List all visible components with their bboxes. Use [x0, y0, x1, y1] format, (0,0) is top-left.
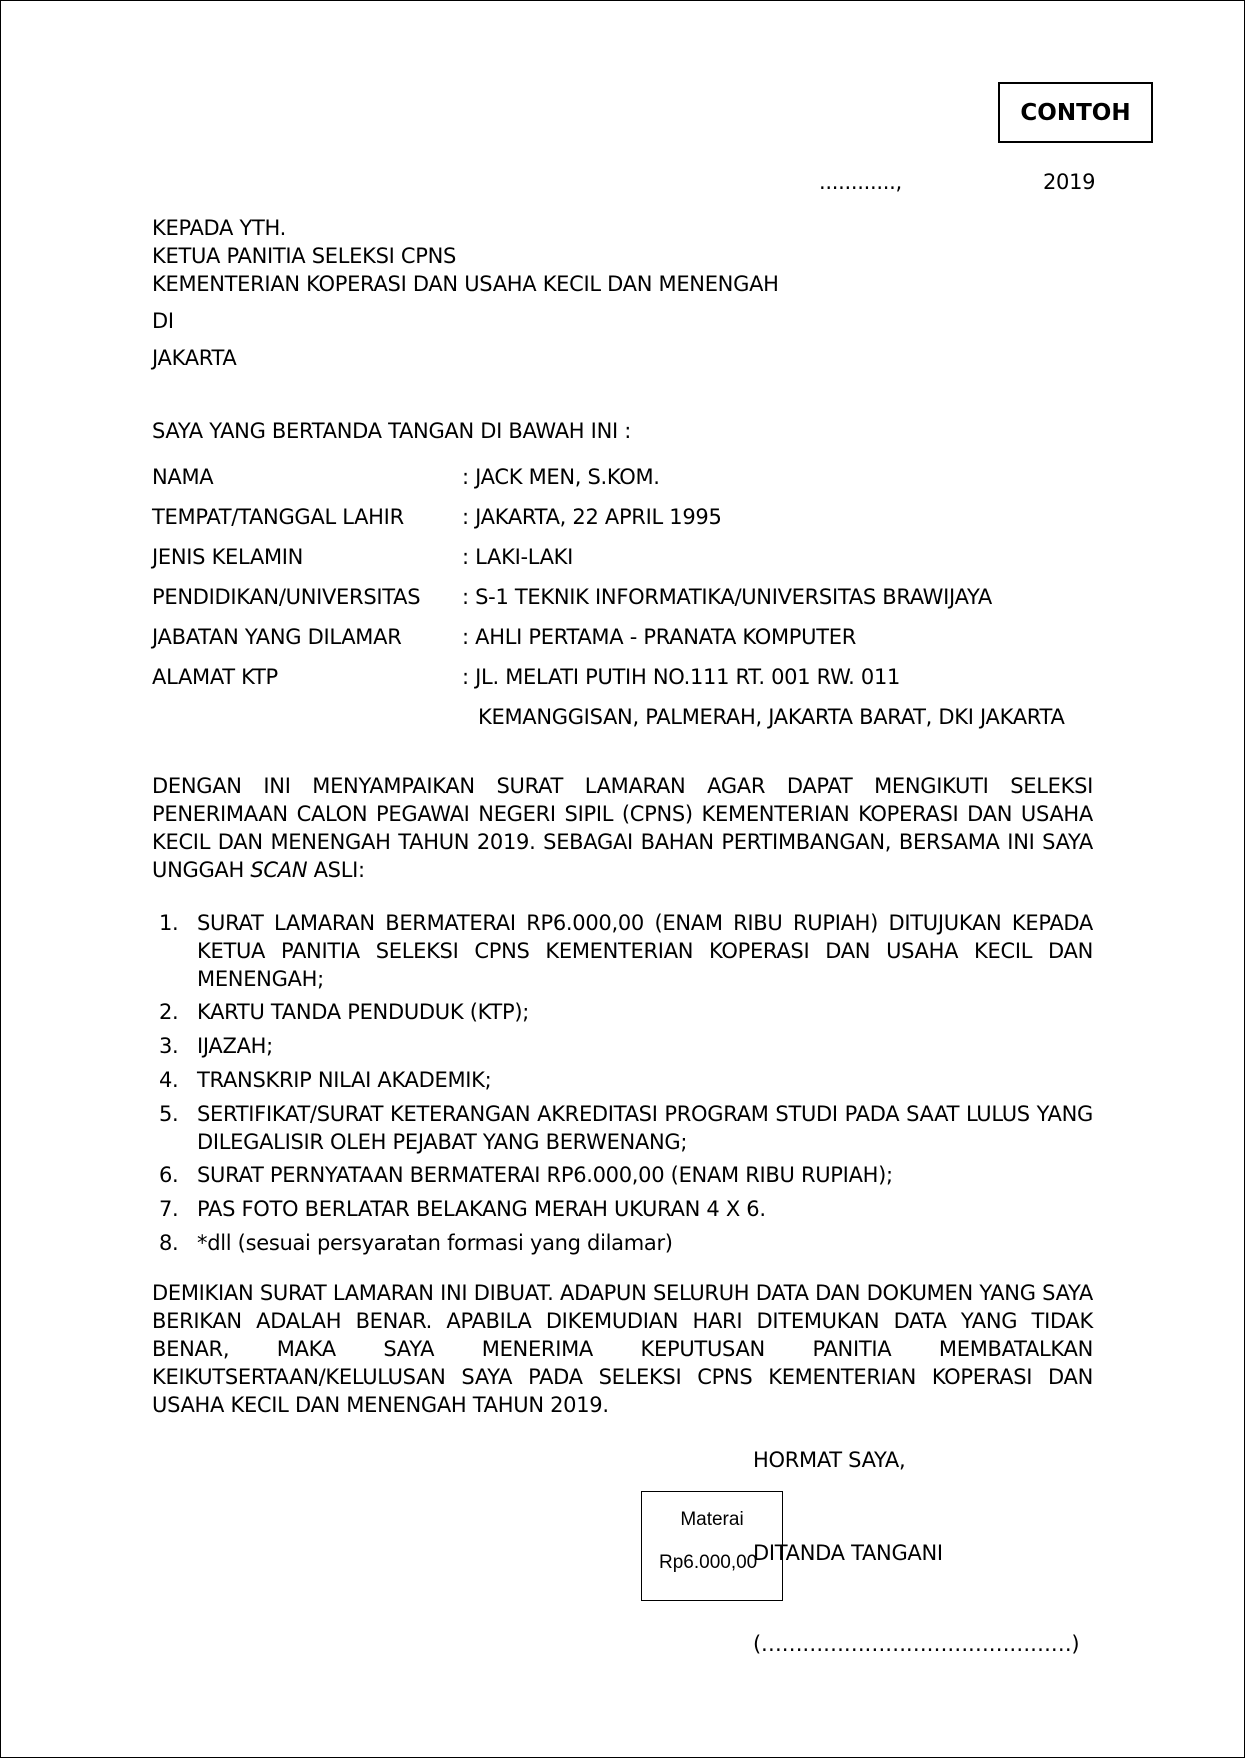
list-item-number: 3.	[159, 1034, 179, 1058]
list-item-number: 2.	[159, 1000, 179, 1024]
list-item-text: SURAT LAMARAN BERMATERAI RP6.000,00 (ENAM RIBU RUPIAH) DITUJUKAN KEPADA KETUA PANITIA SELEKSI CPNS KEMENTERIAN KOPERASI DAN USAHA KECIL DAN MENENGAH;	[197, 911, 1093, 991]
sample-stamp-label: CONTOH	[1020, 99, 1131, 126]
recipient-line-5: JAKARTA	[152, 346, 237, 370]
address-continuation: KEMANGGISAN, PALMERAH, JAKARTA BARAT, DKI JAKARTA	[478, 705, 1065, 729]
signed-label: DITANDA TANGANI	[753, 1541, 943, 1565]
field-value-address: : JL. MELATI PUTIH NO.111 RT. 001 RW. 011	[462, 665, 901, 689]
field-label-ttl: TEMPAT/TANGGAL LAHIR	[152, 505, 404, 529]
field-value-education: : S-1 TEKNIK INFORMATIKA/UNIVERSITAS BRAWIJAYA	[462, 585, 992, 609]
list-item-number: 4.	[159, 1068, 179, 1092]
body-italic-word: SCAN	[250, 858, 308, 882]
list-item-text: SURAT PERNYATAAN BERMATERAI RP6.000,00 (ENAM RIBU RUPIAH);	[197, 1163, 893, 1187]
field-value-position: : AHLI PERTAMA - PRANATA KOMPUTER	[462, 625, 856, 649]
body-text-after: ASLI:	[307, 858, 365, 882]
list-item-number: 6.	[159, 1163, 179, 1187]
list-item-text: *dll (sesuai persyaratan formasi yang dilamar)	[197, 1231, 673, 1255]
field-label-address: ALAMAT KTP	[152, 665, 278, 689]
sample-stamp-box	[998, 82, 1153, 143]
list-item-number: 8.	[159, 1231, 179, 1255]
recipient-line-3: KEMENTERIAN KOPERASI DAN USAHA KECIL DAN MENENGAH	[152, 272, 779, 296]
field-value-nama: : JACK MEN, S.KOM.	[462, 465, 660, 489]
field-label-education: PENDIDIKAN/UNIVERSITAS	[152, 585, 421, 609]
body-text-before: DENGAN INI MENYAMPAIKAN SURAT LAMARAN AGAR DAPAT MENGIKUTI SELEKSI PENERIMAAN CALON PEGAWAI NEGERI SIPIL (CPNS) KEMENTERIAN KOPERASI DAN USAHA KECIL DAN MENENGAH TAHUN 2019. SEBAGAI BAHAN PERTIMBANGAN, BERSAMA INI SAYA UNGGAH	[152, 774, 1093, 882]
list-item-text: SERTIFIKAT/SURAT KETERANGAN AKREDITASI PROGRAM STUDI PADA SAAT LULUS YANG DILEGALISIR OLEH PEJABAT YANG BERWENANG;	[197, 1102, 1093, 1154]
list-item-text: IJAZAH;	[197, 1034, 273, 1058]
list-item-number: 7.	[159, 1197, 179, 1221]
list-item-text: PAS FOTO BERLATAR BELAKANG MERAH UKURAN 4 X 6.	[197, 1197, 766, 1221]
recipient-line-4: DI	[152, 309, 174, 333]
field-value-gender: : LAKI-LAKI	[462, 545, 574, 569]
recipient-line-2: KETUA PANITIA SELEKSI CPNS	[152, 244, 457, 268]
list-item-number: 1.	[159, 911, 179, 935]
date-place-dots: ............,	[819, 170, 902, 194]
date-year: 2019	[1043, 170, 1096, 194]
list-item-number: 5.	[159, 1102, 179, 1126]
list-item-text: TRANSKRIP NILAI AKADEMIK;	[197, 1068, 492, 1092]
field-label-gender: JENIS KELAMIN	[152, 545, 304, 569]
field-value-ttl: : JAKARTA, 22 APRIL 1995	[462, 505, 722, 529]
body-paragraph	[152, 772, 1093, 884]
materai-title: Materai	[680, 1509, 744, 1530]
field-label-position: JABATAN YANG DILAMAR	[152, 625, 402, 649]
intro-statement: SAYA YANG BERTANDA TANGAN DI BAWAH INI :	[152, 419, 632, 443]
recipient-line-1: KEPADA YTH.	[152, 216, 287, 240]
signature-name-placeholder: (………………………………………)	[753, 1632, 1080, 1656]
field-label-nama: NAMA	[152, 465, 214, 489]
signature-greeting: HORMAT SAYA,	[753, 1448, 906, 1472]
closing-paragraph: DEMIKIAN SURAT LAMARAN INI DIBUAT. ADAPUN SELURUH DATA DAN DOKUMEN YANG SAYA BERIKAN ADALAH BENAR. APABILA DIKEMUDIAN HARI DITEMUKAN DATA YANG TIDAK BENAR, MAKA SAYA MENERIMA KEPUTUSAN PANITIA MEMBATALKAN KEIKUTSERTAAN/KELULUSAN SAYA PADA SELEKSI CPNS KEMENTERIAN KOPERASI DAN USAHA KECIL DAN MENENGAH TAHUN 2019.	[152, 1281, 1093, 1417]
materai-amount: Rp6.000,00	[659, 1552, 758, 1573]
list-item-text: KARTU TANDA PENDUDUK (KTP);	[197, 1000, 529, 1024]
